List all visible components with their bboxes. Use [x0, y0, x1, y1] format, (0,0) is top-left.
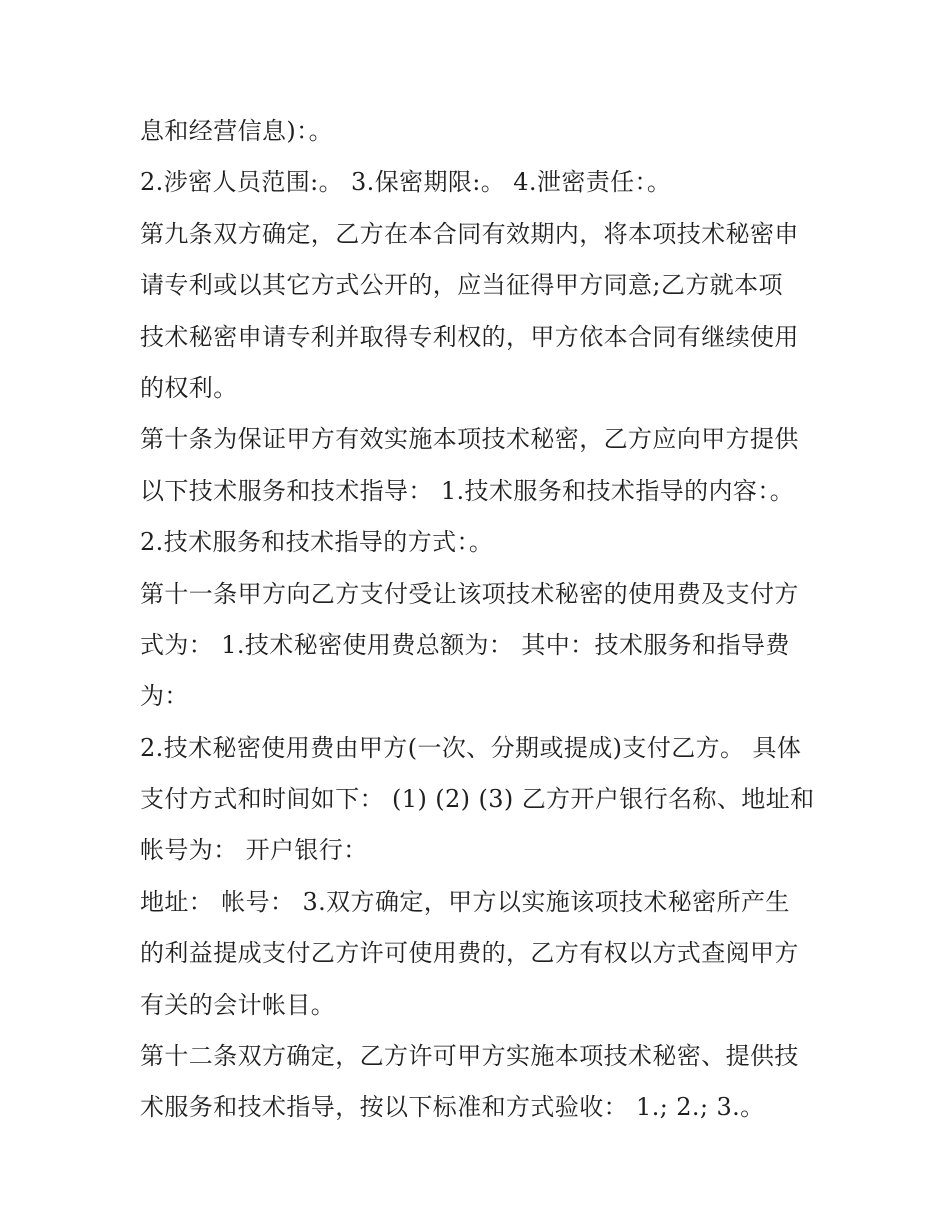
text-line: 2.技术服务和技术指导的方式：。: [140, 528, 494, 557]
text-line: 第九条双方确定，乙方在本合同有效期内，将本项技术秘密申: [140, 219, 799, 248]
text-line: 2.技术秘密使用费由甲方(一次、分期或提成)支付乙方。 具体: [140, 733, 802, 762]
text-line: 术服务和技术指导，按以下标准和方式验收： 1.; 2.; 3.。: [140, 1093, 765, 1122]
text-line: 为：: [140, 682, 189, 711]
text-line: 2.涉密人员范围:。 3.保密期限:。 4.泄密责任：。: [140, 168, 672, 197]
text-line: 第十一条甲方向乙方支付受让该项技术秘密的使用费及支付方: [140, 579, 799, 608]
text-line: 的利益提成支付乙方许可使用费的，乙方有权以方式查阅甲方: [140, 939, 799, 968]
text-line: 有关的会计帐目。: [140, 990, 336, 1019]
text-line: 息和经营信息)：。: [140, 117, 333, 145]
text-line: 请专利或以其它方式公开的，应当征得甲方同意;乙方就本项: [140, 271, 783, 300]
text-line: 支付方式和时间如下： (1) (2) (3) 乙方开户银行名称、地址和: [140, 785, 815, 814]
text-line: 第十二条双方确定，乙方许可甲方实施本项技术秘密、提供技: [140, 1042, 799, 1071]
text-line: 帐号为： 开户银行：: [140, 836, 368, 865]
text-line: 以下技术服务和技术指导： 1.技术服务和技术指导的内容：。: [140, 476, 795, 505]
text-line: 第十条为保证甲方有效实施本项技术秘密，乙方应向甲方提供: [140, 425, 799, 454]
text-line: 的权利。: [140, 373, 238, 402]
document-body: [140, 106, 820, 1134]
text-line: 式为： 1.技术秘密使用费总额为： 其中：技术服务和指导费: [140, 630, 790, 659]
text-line: 地址： 帐号： 3.双方确定，甲方以实施该项技术秘密所产生: [140, 887, 790, 916]
text-line: 技术秘密申请专利并取得专利权的，甲方依本合同有继续使用: [140, 322, 799, 351]
